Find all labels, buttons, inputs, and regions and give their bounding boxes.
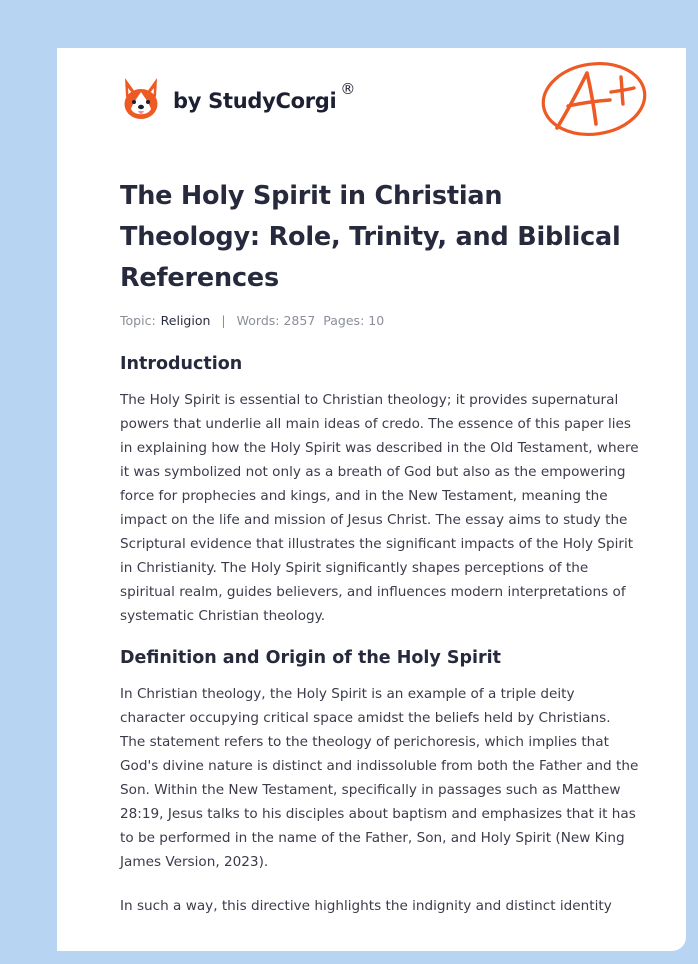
page-title: The Holy Spirit in Christian Theology: Role, Trinity, and Biblical References xyxy=(120,181,621,293)
words-label: Words: xyxy=(236,313,280,328)
section-heading-definition: Definition and Origin of the Holy Spirit xyxy=(120,648,502,668)
paragraph: The Holy Spirit is essential to Christian theology; it provides supernatural powers that underlie all main ideas of credo. The essence of this paper lies in explaining how the Holy Spirit was described in the Old Testament, where it was symbolized not only as a breath of God but also as the empowering force for prophecies and kings, and in the New Testament, meaning the impact on the life and mission of Jesus Christ. The essay aims to study the Scriptural evidence that illustrates the significant impacts of the Holy Spirit in Christianity. The Holy Spirit significantly shapes perceptions of the spiritual realm, guides believers, and influences modern interpretations of systematic Christian theology. xyxy=(120,392,639,624)
document-content xyxy=(120,176,640,918)
a-plus-grade-icon xyxy=(538,58,650,140)
document-page xyxy=(57,48,686,951)
corgi-logo-icon xyxy=(121,76,161,122)
paragraph: In Christian theology, the Holy Spirit is an example of a triple deity character occupying critical space amidst the beliefs held by Christians. The statement refers to the theology of perichoresis, which implies that God's divine nature is distinct and indissoluble from both the Father and the Son. Within the New Testament, specifically in passages such as Matthew 28:19, Jesus talks to his disciples about baptism and emphasizes that it has to be performed in the name of the Father, Son, and Holy Spirit (New King James Version, 2023). xyxy=(120,686,639,870)
meta-separator: | xyxy=(221,313,226,328)
section-heading-introduction: Introduction xyxy=(120,354,243,374)
registered-mark: ® xyxy=(340,80,356,98)
topic-label: Topic: xyxy=(120,313,156,328)
brand-name: by StudyCorgi xyxy=(173,89,337,113)
topic-link[interactable]: Religion xyxy=(160,313,211,328)
pages-label: Pages: xyxy=(323,313,365,328)
words-count: 2857 xyxy=(283,313,316,328)
pages-count: 10 xyxy=(368,313,385,328)
document-meta xyxy=(120,313,640,328)
paragraph: In such a way, this directive highlights the indignity and distinct identity xyxy=(120,898,612,914)
brand-logo[interactable] xyxy=(121,76,355,122)
